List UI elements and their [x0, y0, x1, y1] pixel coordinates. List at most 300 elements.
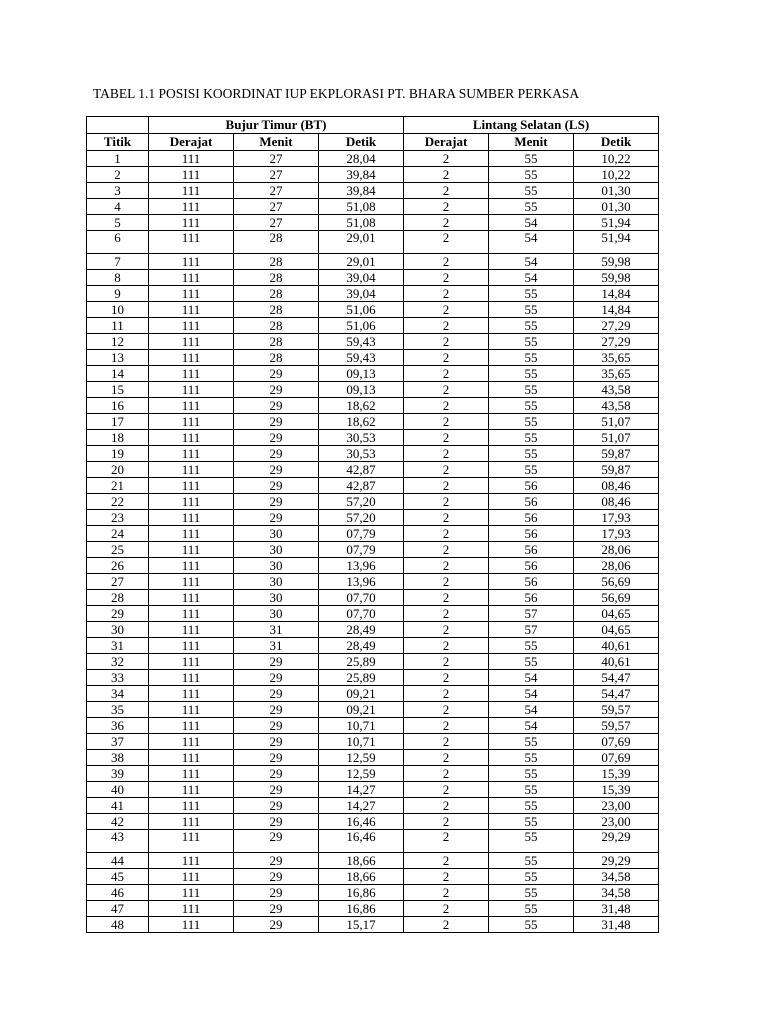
cell-ls-menit: 55	[489, 430, 574, 446]
header-bt-menit: Menit	[234, 134, 319, 151]
cell-ls-menit: 56	[489, 590, 574, 606]
table-row	[87, 526, 659, 542]
cell-ls-menit: 56	[489, 510, 574, 526]
cell-bt-derajat: 111	[149, 606, 234, 622]
cell-ls-detik: 59,98	[574, 270, 659, 286]
table-body	[87, 151, 659, 933]
cell-titik: 37	[87, 734, 149, 750]
cell-bt-derajat: 111	[149, 167, 234, 183]
cell-ls-derajat: 2	[404, 917, 489, 933]
cell-bt-menit: 29	[234, 462, 319, 478]
cell-bt-menit: 29	[234, 798, 319, 814]
header-lintang-selatan: Lintang Selatan (LS)	[404, 117, 659, 134]
cell-bt-derajat: 111	[149, 558, 234, 574]
cell-bt-menit: 29	[234, 670, 319, 686]
cell-bt-derajat: 111	[149, 302, 234, 318]
header-ls-derajat: Derajat	[404, 134, 489, 151]
cell-ls-detik: 51,07	[574, 430, 659, 446]
cell-titik: 4	[87, 199, 149, 215]
cell-ls-derajat: 2	[404, 798, 489, 814]
table-row	[87, 574, 659, 590]
cell-ls-menit: 55	[489, 286, 574, 302]
cell-bt-menit: 28	[234, 334, 319, 350]
cell-ls-detik: 54,47	[574, 686, 659, 702]
cell-ls-derajat: 2	[404, 814, 489, 830]
cell-bt-detik: 59,43	[319, 334, 404, 350]
cell-bt-detik: 30,53	[319, 430, 404, 446]
cell-bt-derajat: 111	[149, 622, 234, 638]
cell-titik: 44	[87, 853, 149, 869]
cell-bt-menit: 31	[234, 622, 319, 638]
cell-ls-menit: 56	[489, 526, 574, 542]
header-row-columns	[87, 134, 659, 151]
cell-bt-menit: 29	[234, 430, 319, 446]
cell-bt-menit: 29	[234, 414, 319, 430]
cell-titik: 7	[87, 254, 149, 270]
header-bt-derajat: Derajat	[149, 134, 234, 151]
cell-ls-menit: 54	[489, 254, 574, 270]
table-row	[87, 702, 659, 718]
cell-ls-detik: 59,57	[574, 702, 659, 718]
cell-bt-menit: 29	[234, 478, 319, 494]
cell-bt-derajat: 111	[149, 366, 234, 382]
table-row	[87, 494, 659, 510]
cell-bt-menit: 31	[234, 638, 319, 654]
table-title: TABEL 1.1 POSISI KOORDINAT IUP EKPLORASI PT. BHARA SUMBER PERKASA	[93, 86, 580, 101]
table-row	[87, 183, 659, 199]
cell-ls-detik: 59,98	[574, 254, 659, 270]
cell-bt-detik: 09,13	[319, 366, 404, 382]
cell-bt-menit: 29	[234, 734, 319, 750]
cell-bt-menit: 30	[234, 542, 319, 558]
cell-ls-detik: 31,48	[574, 901, 659, 917]
cell-ls-derajat: 2	[404, 542, 489, 558]
cell-bt-derajat: 111	[149, 869, 234, 885]
cell-ls-derajat: 2	[404, 478, 489, 494]
table-row	[87, 270, 659, 286]
cell-titik: 34	[87, 686, 149, 702]
table-row	[87, 398, 659, 414]
cell-bt-detik: 16,46	[319, 830, 404, 853]
cell-bt-derajat: 111	[149, 885, 234, 901]
header-bujur-timur: Bujur Timur (BT)	[149, 117, 404, 134]
cell-titik: 6	[87, 231, 149, 254]
cell-ls-derajat: 2	[404, 718, 489, 734]
cell-ls-derajat: 2	[404, 254, 489, 270]
cell-ls-derajat: 2	[404, 215, 489, 231]
cell-ls-detik: 59,87	[574, 446, 659, 462]
cell-ls-derajat: 2	[404, 231, 489, 254]
cell-ls-derajat: 2	[404, 318, 489, 334]
table-row	[87, 917, 659, 933]
cell-bt-detik: 09,21	[319, 702, 404, 718]
cell-bt-derajat: 111	[149, 590, 234, 606]
cell-ls-menit: 55	[489, 151, 574, 167]
cell-ls-derajat: 2	[404, 853, 489, 869]
cell-bt-derajat: 111	[149, 414, 234, 430]
cell-bt-derajat: 111	[149, 199, 234, 215]
cell-ls-derajat: 2	[404, 302, 489, 318]
cell-ls-detik: 59,57	[574, 718, 659, 734]
cell-bt-menit: 28	[234, 286, 319, 302]
cell-ls-derajat: 2	[404, 167, 489, 183]
cell-ls-detik: 54,47	[574, 670, 659, 686]
cell-bt-derajat: 111	[149, 542, 234, 558]
cell-ls-derajat: 2	[404, 869, 489, 885]
cell-ls-detik: 04,65	[574, 606, 659, 622]
cell-ls-detik: 10,22	[574, 167, 659, 183]
cell-bt-derajat: 111	[149, 782, 234, 798]
cell-titik: 48	[87, 917, 149, 933]
cell-ls-menit: 55	[489, 414, 574, 430]
cell-ls-menit: 55	[489, 814, 574, 830]
cell-bt-menit: 29	[234, 830, 319, 853]
table-row	[87, 318, 659, 334]
cell-ls-derajat: 2	[404, 286, 489, 302]
table-row	[87, 302, 659, 318]
cell-titik: 28	[87, 590, 149, 606]
cell-ls-menit: 55	[489, 446, 574, 462]
cell-bt-derajat: 111	[149, 766, 234, 782]
cell-bt-detik: 13,96	[319, 558, 404, 574]
cell-bt-menit: 27	[234, 183, 319, 199]
cell-bt-menit: 29	[234, 814, 319, 830]
cell-bt-derajat: 111	[149, 494, 234, 510]
cell-ls-derajat: 2	[404, 446, 489, 462]
cell-ls-derajat: 2	[404, 526, 489, 542]
cell-bt-detik: 16,86	[319, 885, 404, 901]
cell-ls-detik: 14,84	[574, 302, 659, 318]
cell-bt-derajat: 111	[149, 901, 234, 917]
table-row	[87, 885, 659, 901]
cell-bt-detik: 25,89	[319, 654, 404, 670]
cell-bt-detik: 28,04	[319, 151, 404, 167]
cell-ls-detik: 17,93	[574, 510, 659, 526]
cell-ls-derajat: 2	[404, 430, 489, 446]
table-row	[87, 542, 659, 558]
cell-bt-menit: 27	[234, 199, 319, 215]
cell-ls-derajat: 2	[404, 199, 489, 215]
coordinate-table	[86, 116, 659, 933]
cell-bt-derajat: 111	[149, 334, 234, 350]
cell-ls-derajat: 2	[404, 398, 489, 414]
table-row	[87, 478, 659, 494]
cell-bt-menit: 30	[234, 590, 319, 606]
cell-titik: 24	[87, 526, 149, 542]
cell-bt-derajat: 111	[149, 398, 234, 414]
cell-titik: 35	[87, 702, 149, 718]
cell-bt-menit: 29	[234, 510, 319, 526]
cell-ls-derajat: 2	[404, 638, 489, 654]
cell-bt-menit: 30	[234, 574, 319, 590]
table-row	[87, 798, 659, 814]
cell-ls-derajat: 2	[404, 183, 489, 199]
cell-ls-detik: 15,39	[574, 766, 659, 782]
cell-bt-derajat: 111	[149, 254, 234, 270]
cell-titik: 23	[87, 510, 149, 526]
table-row	[87, 334, 659, 350]
cell-bt-detik: 07,70	[319, 590, 404, 606]
cell-bt-derajat: 111	[149, 478, 234, 494]
cell-bt-derajat: 111	[149, 382, 234, 398]
cell-ls-menit: 56	[489, 542, 574, 558]
cell-titik: 22	[87, 494, 149, 510]
cell-bt-detik: 16,46	[319, 814, 404, 830]
cell-ls-detik: 23,00	[574, 814, 659, 830]
cell-ls-derajat: 2	[404, 414, 489, 430]
cell-ls-menit: 57	[489, 622, 574, 638]
cell-titik: 38	[87, 750, 149, 766]
header-ls-detik: Detik	[574, 134, 659, 151]
cell-ls-menit: 55	[489, 302, 574, 318]
cell-bt-derajat: 111	[149, 686, 234, 702]
cell-bt-derajat: 111	[149, 526, 234, 542]
table-row	[87, 670, 659, 686]
cell-titik: 29	[87, 606, 149, 622]
cell-ls-derajat: 2	[404, 654, 489, 670]
cell-bt-menit: 28	[234, 350, 319, 366]
table-row	[87, 590, 659, 606]
cell-ls-detik: 35,65	[574, 366, 659, 382]
cell-titik: 16	[87, 398, 149, 414]
cell-ls-menit: 55	[489, 398, 574, 414]
cell-ls-menit: 56	[489, 558, 574, 574]
cell-bt-derajat: 111	[149, 654, 234, 670]
cell-bt-derajat: 111	[149, 462, 234, 478]
table-row	[87, 718, 659, 734]
cell-ls-detik: 40,61	[574, 654, 659, 670]
table-row	[87, 350, 659, 366]
cell-ls-menit: 55	[489, 766, 574, 782]
cell-bt-detik: 16,86	[319, 901, 404, 917]
cell-ls-detik: 23,00	[574, 798, 659, 814]
table-row	[87, 215, 659, 231]
cell-titik: 46	[87, 885, 149, 901]
cell-bt-detik: 57,20	[319, 494, 404, 510]
cell-bt-detik: 51,08	[319, 199, 404, 215]
cell-ls-detik: 15,39	[574, 782, 659, 798]
cell-ls-derajat: 2	[404, 462, 489, 478]
header-row-groups	[87, 117, 659, 134]
cell-ls-detik: 31,48	[574, 917, 659, 933]
cell-ls-detik: 51,94	[574, 215, 659, 231]
cell-ls-menit: 54	[489, 215, 574, 231]
cell-ls-detik: 29,29	[574, 853, 659, 869]
cell-titik: 5	[87, 215, 149, 231]
cell-ls-menit: 55	[489, 462, 574, 478]
cell-bt-menit: 29	[234, 446, 319, 462]
cell-ls-derajat: 2	[404, 766, 489, 782]
cell-titik: 31	[87, 638, 149, 654]
cell-bt-detik: 18,62	[319, 414, 404, 430]
cell-ls-derajat: 2	[404, 750, 489, 766]
cell-bt-derajat: 111	[149, 350, 234, 366]
cell-bt-detik: 07,79	[319, 542, 404, 558]
table-row	[87, 414, 659, 430]
cell-bt-detik: 51,06	[319, 302, 404, 318]
cell-bt-detik: 29,01	[319, 231, 404, 254]
cell-bt-menit: 29	[234, 366, 319, 382]
cell-titik: 3	[87, 183, 149, 199]
cell-bt-menit: 29	[234, 885, 319, 901]
cell-ls-menit: 55	[489, 901, 574, 917]
cell-ls-detik: 35,65	[574, 350, 659, 366]
cell-ls-derajat: 2	[404, 885, 489, 901]
table-row	[87, 366, 659, 382]
cell-titik: 30	[87, 622, 149, 638]
cell-ls-derajat: 2	[404, 670, 489, 686]
cell-ls-detik: 01,30	[574, 183, 659, 199]
cell-ls-detik: 01,30	[574, 199, 659, 215]
cell-ls-derajat: 2	[404, 558, 489, 574]
cell-ls-menit: 55	[489, 318, 574, 334]
cell-ls-menit: 55	[489, 183, 574, 199]
cell-bt-menit: 29	[234, 766, 319, 782]
table-row	[87, 686, 659, 702]
cell-bt-derajat: 111	[149, 231, 234, 254]
table-row	[87, 654, 659, 670]
cell-bt-derajat: 111	[149, 853, 234, 869]
cell-ls-detik: 07,69	[574, 734, 659, 750]
cell-ls-menit: 55	[489, 830, 574, 853]
cell-bt-detik: 14,27	[319, 782, 404, 798]
cell-bt-menit: 29	[234, 718, 319, 734]
cell-ls-detik: 51,07	[574, 414, 659, 430]
table-row	[87, 869, 659, 885]
cell-titik: 2	[87, 167, 149, 183]
cell-ls-derajat: 2	[404, 270, 489, 286]
table-row	[87, 446, 659, 462]
cell-bt-menit: 29	[234, 869, 319, 885]
cell-titik: 43	[87, 830, 149, 853]
cell-ls-menit: 55	[489, 366, 574, 382]
cell-titik: 1	[87, 151, 149, 167]
cell-ls-detik: 07,69	[574, 750, 659, 766]
cell-bt-menit: 27	[234, 167, 319, 183]
cell-bt-detik: 10,71	[319, 734, 404, 750]
cell-bt-derajat: 111	[149, 215, 234, 231]
cell-bt-derajat: 111	[149, 270, 234, 286]
cell-ls-derajat: 2	[404, 590, 489, 606]
cell-bt-menit: 29	[234, 382, 319, 398]
table-row	[87, 622, 659, 638]
header-bt-detik: Detik	[319, 134, 404, 151]
cell-ls-detik: 10,22	[574, 151, 659, 167]
cell-ls-menit: 55	[489, 885, 574, 901]
cell-titik: 9	[87, 286, 149, 302]
cell-bt-menit: 29	[234, 901, 319, 917]
table-row	[87, 510, 659, 526]
cell-bt-detik: 28,49	[319, 622, 404, 638]
cell-bt-detik: 39,84	[319, 167, 404, 183]
cell-ls-derajat: 2	[404, 830, 489, 853]
cell-bt-detik: 25,89	[319, 670, 404, 686]
cell-ls-detik: 08,46	[574, 478, 659, 494]
cell-bt-menit: 28	[234, 318, 319, 334]
cell-bt-menit: 28	[234, 270, 319, 286]
cell-bt-detik: 29,01	[319, 254, 404, 270]
table-row	[87, 766, 659, 782]
cell-ls-menit: 55	[489, 917, 574, 933]
cell-bt-detik: 18,62	[319, 398, 404, 414]
cell-bt-detik: 07,70	[319, 606, 404, 622]
table-row	[87, 430, 659, 446]
cell-bt-detik: 13,96	[319, 574, 404, 590]
cell-bt-derajat: 111	[149, 702, 234, 718]
cell-bt-derajat: 111	[149, 286, 234, 302]
cell-ls-menit: 55	[489, 782, 574, 798]
cell-bt-menit: 29	[234, 917, 319, 933]
cell-bt-menit: 29	[234, 494, 319, 510]
cell-bt-derajat: 111	[149, 670, 234, 686]
cell-ls-menit: 54	[489, 270, 574, 286]
table-row	[87, 606, 659, 622]
table-row	[87, 382, 659, 398]
cell-bt-derajat: 111	[149, 830, 234, 853]
cell-bt-detik: 42,87	[319, 478, 404, 494]
cell-bt-menit: 29	[234, 702, 319, 718]
cell-ls-derajat: 2	[404, 494, 489, 510]
table-row	[87, 254, 659, 270]
cell-titik: 15	[87, 382, 149, 398]
cell-titik: 17	[87, 414, 149, 430]
cell-bt-detik: 18,66	[319, 853, 404, 869]
cell-bt-detik: 51,06	[319, 318, 404, 334]
cell-ls-detik: 04,65	[574, 622, 659, 638]
cell-ls-detik: 43,58	[574, 382, 659, 398]
cell-ls-menit: 55	[489, 382, 574, 398]
cell-ls-derajat: 2	[404, 350, 489, 366]
cell-ls-menit: 54	[489, 718, 574, 734]
cell-bt-detik: 39,84	[319, 183, 404, 199]
cell-ls-detik: 43,58	[574, 398, 659, 414]
cell-bt-detik: 14,27	[319, 798, 404, 814]
cell-bt-derajat: 111	[149, 734, 234, 750]
cell-ls-menit: 55	[489, 638, 574, 654]
cell-bt-detik: 09,21	[319, 686, 404, 702]
cell-ls-menit: 55	[489, 334, 574, 350]
cell-bt-detik: 09,13	[319, 382, 404, 398]
cell-ls-detik: 27,29	[574, 334, 659, 350]
cell-bt-menit: 27	[234, 215, 319, 231]
cell-titik: 13	[87, 350, 149, 366]
cell-bt-derajat: 111	[149, 183, 234, 199]
cell-titik: 32	[87, 654, 149, 670]
cell-bt-derajat: 111	[149, 917, 234, 933]
cell-titik: 47	[87, 901, 149, 917]
table-row	[87, 782, 659, 798]
cell-bt-detik: 57,20	[319, 510, 404, 526]
cell-titik: 10	[87, 302, 149, 318]
cell-titik: 45	[87, 869, 149, 885]
cell-bt-derajat: 111	[149, 750, 234, 766]
cell-ls-detik: 59,87	[574, 462, 659, 478]
cell-ls-menit: 54	[489, 231, 574, 254]
cell-titik: 14	[87, 366, 149, 382]
table-row	[87, 231, 659, 254]
cell-ls-derajat: 2	[404, 901, 489, 917]
cell-ls-derajat: 2	[404, 366, 489, 382]
cell-bt-menit: 30	[234, 558, 319, 574]
cell-bt-menit: 29	[234, 398, 319, 414]
cell-ls-derajat: 2	[404, 782, 489, 798]
table-row	[87, 830, 659, 853]
cell-ls-menit: 55	[489, 853, 574, 869]
cell-bt-detik: 07,79	[319, 526, 404, 542]
cell-bt-menit: 29	[234, 782, 319, 798]
cell-bt-derajat: 111	[149, 814, 234, 830]
cell-ls-menit: 55	[489, 750, 574, 766]
